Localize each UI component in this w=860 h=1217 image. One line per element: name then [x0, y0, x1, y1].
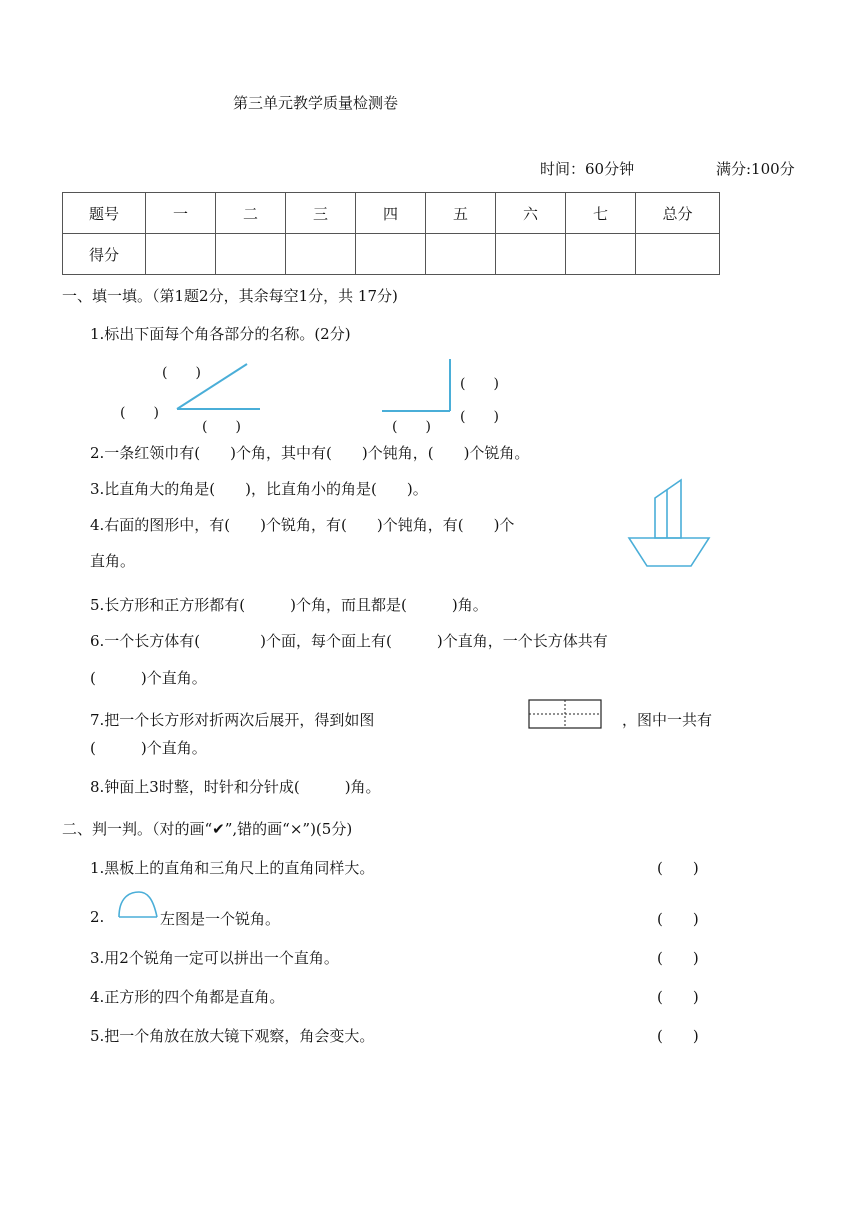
label-blank[interactable]: ( ) — [392, 419, 431, 435]
question-4: 4.右面的图形中，有( )个锐角，有( )个钝角，有( )个 — [90, 516, 515, 534]
header-cell: 三 — [286, 193, 356, 234]
question-7-tail: ，图中一共有 — [622, 711, 713, 729]
judge-item-2: 2. — [90, 908, 105, 926]
row-label-cell: 得分 — [63, 234, 146, 275]
score-cell[interactable] — [356, 234, 426, 275]
full-score: 满分:100分 — [716, 160, 795, 178]
score-cell[interactable] — [146, 234, 216, 275]
label-blank[interactable]: ( ) — [202, 419, 241, 435]
answer-blank[interactable]: ( ) — [657, 949, 699, 967]
score-table-score-row — [63, 234, 720, 275]
section1-heading: 一、填一填。（第1题2分，其余每空1分，共 17分) — [62, 287, 398, 305]
question-7: 7.把一个长方形对折两次后展开，得到如图 — [90, 711, 375, 729]
score-table-header-row — [63, 193, 720, 234]
answer-blank[interactable]: ( ) — [657, 1027, 699, 1045]
label-blank[interactable]: ( ) — [460, 409, 499, 425]
arc-angle-figure — [117, 890, 159, 920]
label-blank[interactable]: ( ) — [162, 365, 201, 381]
right-angle-figure — [380, 357, 455, 413]
judge-item-4: 4.正方形的四个角都是直角。 — [90, 988, 285, 1006]
score-cell[interactable] — [216, 234, 286, 275]
header-cell: 一 — [146, 193, 216, 234]
header-cell: 六 — [496, 193, 566, 234]
header-cell: 二 — [216, 193, 286, 234]
section2-heading: 二、判一判。（对的画“✔”,错的画“×”)(5分) — [62, 820, 353, 838]
score-cell[interactable] — [566, 234, 636, 275]
question-3: 3.比直角大的角是( )，比直角小的角是( )。 — [90, 480, 428, 498]
question-2: 2.一条红领巾有( )个角，其中有( )个钝角，( )个锐角。 — [90, 444, 530, 462]
folded-rectangle-figure — [526, 698, 604, 732]
judge-item-2-tail: 左图是一个锐角。 — [160, 910, 281, 928]
judge-item-5: 5.把一个角放在放大镜下观察，角会变大。 — [90, 1027, 375, 1045]
judge-item-3: 3.用2个锐角一定可以拼出一个直角。 — [90, 949, 339, 967]
header-cell: 题号 — [63, 193, 146, 234]
question-7-continued: ( )个直角。 — [90, 739, 207, 757]
header-cell: 总分 — [636, 193, 720, 234]
answer-blank[interactable]: ( ) — [657, 910, 699, 928]
boat-figure — [627, 478, 713, 570]
question-6: 6.一个长方体有( )个面，每个面上有( )个直角，一个长方体共有 — [90, 632, 608, 650]
page-title: 第三单元教学质量检测卷 — [233, 94, 399, 112]
score-table — [62, 192, 720, 275]
question-1: 1.标出下面每个角各部分的名称。(2分) — [90, 325, 351, 343]
question-4-continued: 直角。 — [90, 552, 136, 570]
exam-time: 时间：60分钟 — [540, 160, 635, 178]
label-blank[interactable]: ( ) — [120, 405, 159, 421]
question-6-continued: ( )个直角。 — [90, 669, 207, 687]
score-cell[interactable] — [286, 234, 356, 275]
label-blank[interactable]: ( ) — [460, 376, 499, 392]
score-cell[interactable] — [426, 234, 496, 275]
header-cell: 四 — [356, 193, 426, 234]
question-5: 5.长方形和正方形都有( )个角，而且都是( )角。 — [90, 596, 488, 614]
score-cell[interactable] — [496, 234, 566, 275]
header-cell: 五 — [426, 193, 496, 234]
answer-blank[interactable]: ( ) — [657, 859, 699, 877]
score-cell[interactable] — [636, 234, 720, 275]
answer-blank[interactable]: ( ) — [657, 988, 699, 1006]
judge-item-1: 1.黑板上的直角和三角尺上的直角同样大。 — [90, 859, 375, 877]
question-8: 8.钟面上3时整，时针和分针成( )角。 — [90, 778, 381, 796]
header-cell: 七 — [566, 193, 636, 234]
